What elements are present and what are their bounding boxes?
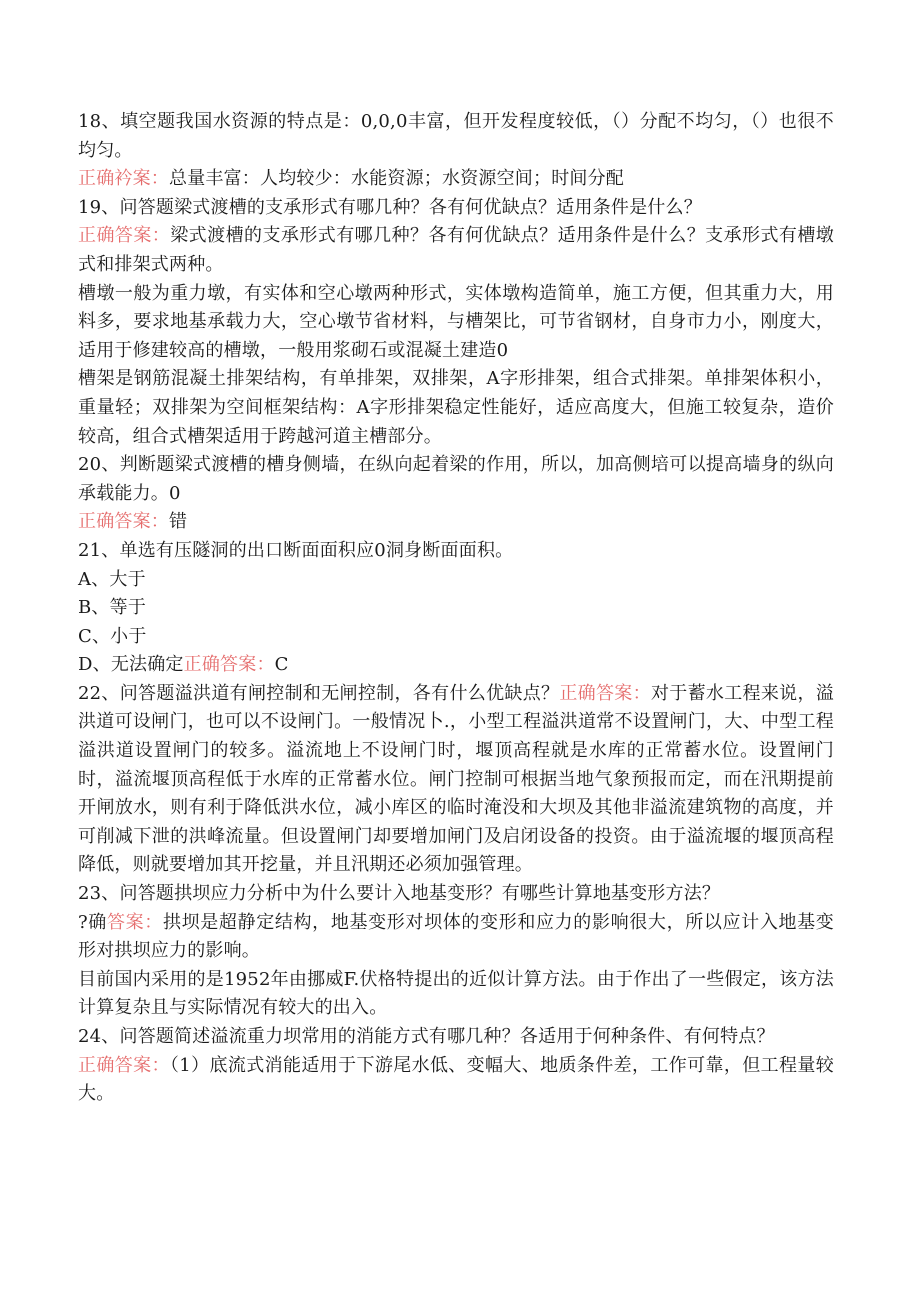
answer-23: [78, 909, 834, 966]
answer-20: [78, 508, 834, 537]
option-d-with-answer: [78, 651, 834, 680]
option-c: C、小于: [78, 625, 147, 647]
question-19: [78, 194, 834, 223]
answer-24-text: （1）底流式消能适用于下游尾水低、变幅大、地质条件差，工作可靠，但工程量较大。: [78, 1054, 834, 1105]
question-24-text: 24、问答题简述溢流重力坝常用的消能方式有哪几种？各适用于何种条件、有何特点？: [78, 1026, 775, 1047]
answer-19-paragraph-2: 槽架是钢筋混凝土排架结构，有单排架，双排架，A字形排架，组合式排架。单排架体积小，重量轻；双排架为空间框架结构：A字形排架稳定性能好，适应高度大，但施工较复杂，造价较高，组合式槽架适用于跨越河道主槽部分。: [78, 368, 834, 447]
question-20: [78, 451, 834, 508]
answer-23-label: 答案：: [106, 911, 163, 933]
option-d: D、无法确定: [78, 654, 184, 676]
question-21-text: 21、单选有压隧洞的出口断面面积应0洞身断面面积。: [78, 539, 514, 561]
question-19-text: 19、问答题梁式渡槽的支承形式有哪几种？各有何优缺点？适用条件是什么？: [78, 196, 702, 218]
answer-18: [78, 165, 834, 194]
question-23: [78, 880, 834, 909]
question-24: [78, 1023, 834, 1052]
answer-18-label: 正确衿案：: [78, 168, 169, 190]
answer-19-text: 梁式渡槽的支承形式有哪几种？各有何优缺点？适用条件是什么？支承形式有槽墩式和排架式两种。: [78, 225, 835, 275]
question-18: [78, 108, 834, 165]
answer-19-paragraph-1: 槽墩一般为重力墩，有实体和空心墩两种形式，实体墩构造简单，施工方便，但其重力大，用料多，要求地基承载力大，空心墩节省材料，与槽架比，可节省钢材，自身市力小，刚度大，适用于修建较高的槽墩，一般用浆砌石或混凝土建造0: [78, 282, 834, 361]
answer-21-text: C: [274, 654, 289, 676]
answer-19: [78, 222, 834, 279]
answer-23-text: 拱坝是超静定结构，地基变形对坝体的变形和应力的影响很大，所以应计入地基变形对拱坝应力的影响。: [78, 911, 834, 962]
answer-22-label: 正确答案：: [559, 682, 651, 704]
question-18-text: 18、填空题我国水资源的特点是：0,0,0丰富，但开发程度较低，（）分配不均匀，（）也很不均匀。: [78, 111, 834, 161]
answer-22-text: 对于蓄水工程来说，溢洪道可设闸门，也可以不设闸门。一般情况卜.，小型工程溢洪道常不设置闸门，大、中型工程溢洪道设置闸门的较多。溢流地上不设闸门时，堰顶高程就是水库的正常蓄水位。设置闸门时，溢流堰顶高程低于水库的正常蓄水位。闸门控制可根据当地气象预报而定，而在汛期提前开闸放水，则有利于降低洪水位，减小库区的临时淹没和大坝及其他非溢流建筑物的高度，并可削减下泄的洪峰流量。但设置闸门却要增加闸门及启闭设备的投资。由于溢流堰的堰顶高程降低，则就要增加其开挖量，并且汛期还必须加强管理。: [78, 682, 835, 876]
answer-23-paragraph-1: 目前国内采用的是1952年由挪威F.伏格特提出的近似计算方法。由于作出了一些假定，该方法计算复杂且与实际情况有较大的出入。: [78, 968, 834, 1019]
answer-20-text: 错: [169, 511, 188, 533]
question-23-text: 23、问答题拱坝应力分析中为什么要计入地基变形？有哪些计算地基变形方法？: [78, 883, 721, 905]
question-22-text: 22、问答题溢洪道有闸控制和无闸控制，各有什么优缺点？: [78, 682, 560, 704]
answer-18-text: 总量丰富：人均较少：水能资源；水资源空间；时间分配: [169, 168, 624, 190]
answer-19-label: 正确答案：: [78, 225, 171, 247]
answer-23-prefix: ?确: [78, 911, 107, 933]
answer-24-label: 正确答案：: [78, 1054, 170, 1076]
question-21: [78, 537, 834, 566]
answer-21-label: 正确答案：: [183, 654, 275, 676]
question-22: [78, 680, 834, 880]
question-20-text: 20、判断题梁式渡槽的槽身侧墙，在纵向起着梁的作用，所以，加高侧培可以提高墙身的纵向承载能力。0: [78, 454, 834, 504]
document-page: [78, 108, 834, 1109]
answer-20-label: 正确答案：: [78, 511, 169, 533]
option-a: A、大于: [78, 568, 146, 590]
answer-24: [78, 1052, 834, 1109]
option-b: B、等于: [78, 597, 147, 619]
